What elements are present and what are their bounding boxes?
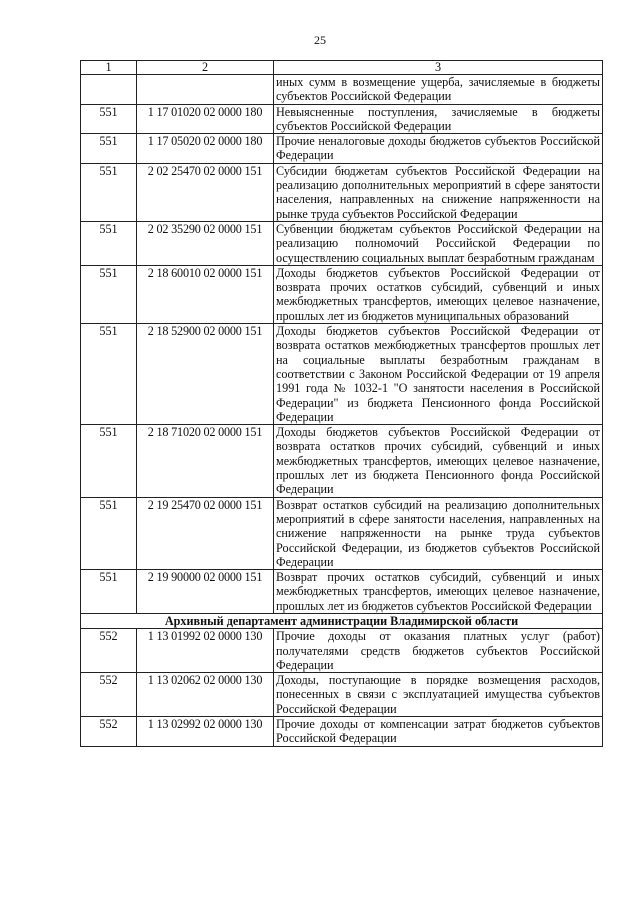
table-row — [81, 717, 603, 747]
table-row — [81, 673, 603, 717]
table-row — [81, 104, 603, 134]
budget-classification-code-cell: 1 13 02992 02 0000 130 — [137, 717, 274, 747]
table-row — [81, 265, 603, 323]
table-row — [81, 570, 603, 614]
admin-code-cell: 552 — [81, 629, 137, 673]
revenue-description-cell: Доходы бюджетов субъектов Российской Федерации от возврата остатков межбюджетных трансфертов прошлых лет на социальные выплаты безработным гражданам в соответствии с Законом Российской Федерации от 19 апреля 1991 года № 1032-1 "О занятости населения в Российской Федерации" из бюджета Пенсионного фонда Российской Федерации — [274, 324, 603, 425]
revenue-description-cell: Доходы бюджетов субъектов Российской Федерации от возврата прочих остатков субсидий, субвенций и иных межбюджетных трансфертов, имеющих целевое назначение, прошлых лет из бюджетов муниципальных образований — [274, 265, 603, 323]
revenue-description-cell: иных сумм в возмещение ущерба, зачисляемые в бюджеты субъектов Российской Федерации — [274, 75, 603, 105]
budget-classification-code-cell: 2 19 25470 02 0000 151 — [137, 497, 274, 569]
admin-code-cell: 551 — [81, 265, 137, 323]
table-row — [81, 134, 603, 164]
budget-classification-code-cell: 1 13 02062 02 0000 130 — [137, 673, 274, 717]
budget-classification-code-cell: 1 13 01992 02 0000 130 — [137, 629, 274, 673]
budget-classification-code-cell — [137, 75, 274, 105]
table-section — [81, 613, 603, 628]
admin-code-cell: 551 — [81, 163, 137, 221]
column-header-2: 2 — [137, 61, 274, 75]
revenue-description-cell: Возврат остатков субсидий на реализацию дополнительных мероприятий в сфере занятости населения, направленных на снижение напряженности на рынке труда субъектов Российской Федерации, из бюджетов субъектов Российской Федерации — [274, 497, 603, 569]
admin-code-cell — [81, 75, 137, 105]
revenue-description-cell: Доходы, поступающие в порядке возмещения расходов, понесенных в связи с эксплуатацией имущества субъектов Российской Федерации — [274, 673, 603, 717]
revenue-description-cell: Доходы бюджетов субъектов Российской Федерации от возврата остатков прочих субсидий, субвенций и иных межбюджетных трансфертов, имеющих целевое назначение, прошлых лет из бюджета Пенсионного фонда Российской Федерации — [274, 425, 603, 497]
table-body-551 — [81, 75, 603, 614]
revenue-description-cell: Невыясненные поступления, зачисляемые в бюджеты субъектов Российской Федерации — [274, 104, 603, 134]
table-row — [81, 425, 603, 497]
admin-code-cell: 552 — [81, 673, 137, 717]
revenue-description-cell: Возврат прочих остатков субсидий, субвенций и иных межбюджетных трансфертов, имеющих целевое назначение, прошлых лет из бюджетов субъектов Российской Федерации — [274, 570, 603, 614]
admin-code-cell: 552 — [81, 717, 137, 747]
admin-code-cell: 551 — [81, 134, 137, 164]
budget-classification-code-cell: 2 02 35290 02 0000 151 — [137, 221, 274, 265]
page-number: 25 — [314, 33, 326, 47]
admin-code-cell: 551 — [81, 497, 137, 569]
column-number-row — [81, 61, 603, 75]
admin-code-cell: 551 — [81, 104, 137, 134]
table-row — [81, 163, 603, 221]
revenue-description-cell: Прочие неналоговые доходы бюджетов субъектов Российской Федерации — [274, 134, 603, 164]
revenue-description-cell: Субвенции бюджетам субъектов Российской Федерации на реализацию полномочий Российской Федерации по осуществлению социальных выплат безработным гражданам — [274, 221, 603, 265]
budget-classification-code-cell: 2 02 25470 02 0000 151 — [137, 163, 274, 221]
table-row — [81, 324, 603, 425]
table-row — [81, 497, 603, 569]
section-header-row — [81, 613, 603, 628]
table-row — [81, 629, 603, 673]
budget-classification-code-cell: 1 17 01020 02 0000 180 — [137, 104, 274, 134]
admin-code-cell: 551 — [81, 425, 137, 497]
budget-classification-code-cell: 2 18 60010 02 0000 151 — [137, 265, 274, 323]
budget-classification-code-cell: 2 18 52900 02 0000 151 — [137, 324, 274, 425]
table-row — [81, 221, 603, 265]
admin-code-cell: 551 — [81, 570, 137, 614]
column-header-1: 1 — [81, 61, 137, 75]
budget-classification-code-cell: 1 17 05020 02 0000 180 — [137, 134, 274, 164]
section-title: Архивный департамент администрации Владимирской области — [81, 613, 603, 628]
revenue-description-cell: Прочие доходы от компенсации затрат бюджетов субъектов Российской Федерации — [274, 717, 603, 747]
table-body-552 — [81, 629, 603, 746]
table-row — [81, 75, 603, 105]
budget-classification-code-cell: 2 19 90000 02 0000 151 — [137, 570, 274, 614]
admin-code-cell: 551 — [81, 324, 137, 425]
revenue-description-cell: Субсидии бюджетам субъектов Российской Федерации на реализацию дополнительных мероприятий в сфере занятости населения, направленных на снижение напряженности на рынке труда субъектов Российской Федерации — [274, 163, 603, 221]
revenue-description-cell: Прочие доходы от оказания платных услуг (работ) получателями средств бюджетов субъектов Российской Федерации — [274, 629, 603, 673]
admin-code-cell: 551 — [81, 221, 137, 265]
budget-classification-code-cell: 2 18 71020 02 0000 151 — [137, 425, 274, 497]
column-header-3: 3 — [274, 61, 603, 75]
revenue-codes-table — [80, 60, 603, 747]
